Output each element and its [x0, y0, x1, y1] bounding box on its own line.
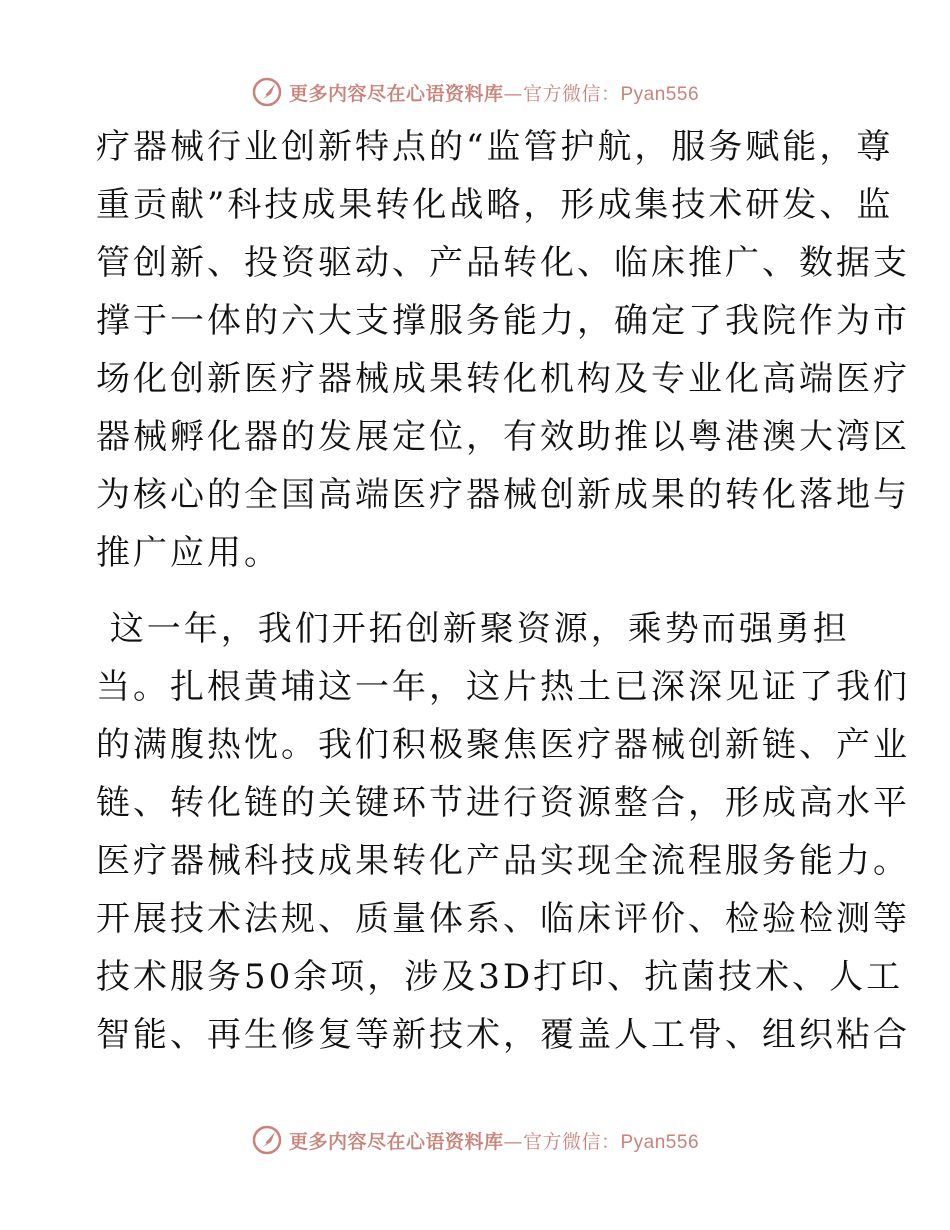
text-line: 医疗器械科技成果转化产品实现全流程服务能力。 [96, 841, 910, 881]
paragraph-gap [96, 582, 856, 600]
text-line: 器械孵化器的发展定位，有效助推以粤港澳大湾区 [96, 417, 910, 457]
watermark-separator: — [503, 1130, 523, 1153]
watermark-separator: — [503, 82, 523, 105]
text-line: 推广应用。 [96, 533, 281, 573]
text-line: 场化创新医疗器械成果转化机构及专业化高端医疗 [96, 359, 910, 399]
quill-logo-icon [251, 1124, 283, 1156]
watermark-main: 更多内容尽在心语资料库 [288, 82, 504, 105]
quill-logo-icon [251, 76, 283, 108]
text-line: 技术服务50余项，涉及3D打印、抗菌技术、人工 [96, 957, 904, 997]
text-line: 链、转化链的关键环节进行资源整合，形成高水平 [96, 783, 910, 823]
text-line: 开展技术法规、质量体系、临床评价、检验检测等 [96, 899, 910, 939]
text-line: 这一年，我们开拓创新聚资源，乘势而强勇担 [96, 609, 850, 649]
watermark-text [289, 1127, 699, 1154]
text-line: 管创新、投资驱动、产品转化、临床推广、数据支 [96, 243, 910, 283]
watermark-id: Pyan556 [620, 1131, 700, 1153]
watermark-main: 更多内容尽在心语资料库 [288, 1130, 504, 1153]
text-line: 撑于一体的六大支撑服务能力，确定了我院作为市 [96, 301, 910, 341]
text-line: 智能、再生修复等新技术，覆盖人工骨、组织粘合 [96, 1015, 910, 1055]
paragraph-2 [96, 600, 910, 1064]
footer-watermark [0, 1120, 950, 1160]
header-watermark [0, 72, 950, 112]
document-body [96, 118, 910, 1064]
watermark-sub: 官方微信： [522, 82, 621, 105]
watermark-text [289, 79, 699, 106]
watermark-sub: 官方微信： [522, 1130, 621, 1153]
paragraph-1 [96, 118, 910, 582]
text-line: 当。扎根黄埔这一年，这片热土已深深见证了我们 [96, 667, 910, 707]
text-line: 为核心的全国高端医疗器械创新成果的转化落地与 [96, 475, 910, 515]
watermark-id: Pyan556 [620, 83, 700, 105]
text-line: 疗器械行业创新特点的“监管护航，服务赋能，尊 [96, 127, 894, 167]
text-line: 重贡献”科技成果转化战略，形成集技术研发、监 [96, 185, 894, 225]
text-line: 的满腹热忱。我们积极聚焦医疗器械创新链、产业 [96, 725, 910, 765]
